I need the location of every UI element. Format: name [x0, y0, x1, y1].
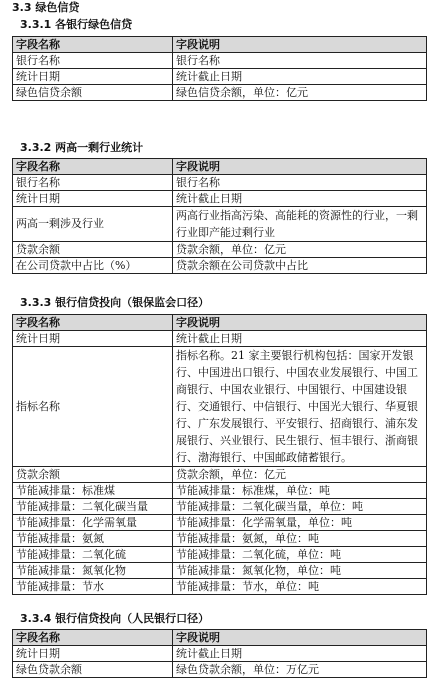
field-name-cell: 指标名称 [13, 347, 173, 467]
table-row [13, 646, 427, 662]
table-row [13, 531, 427, 547]
field-name-cell: 银行名称 [13, 175, 173, 191]
field-desc-cell: 节能减排量：化学需氧量，单位：吨 [173, 515, 427, 531]
header-cell: 字段名称 [13, 37, 173, 53]
subsection-title-3-3-4: 3.3.4 银行信贷投向（人民银行口径） [20, 612, 210, 625]
table-row [13, 207, 427, 242]
table-row [13, 515, 427, 531]
field-desc-cell: 统计截止日期 [173, 646, 427, 662]
field-name-cell: 贷款余额 [13, 242, 173, 258]
table-header-row [13, 159, 427, 175]
table-row [13, 242, 427, 258]
field-name-cell: 银行名称 [13, 53, 173, 69]
field-desc-cell: 贷款余额，单位：亿元 [173, 242, 427, 258]
field-name-cell: 节能减排量：二氧化碳当量 [13, 499, 173, 515]
field-desc-cell: 节能减排量：二氧化碳当量，单位：吨 [173, 499, 427, 515]
header-cell: 字段说明 [173, 37, 427, 53]
table-row [13, 563, 427, 579]
field-name-cell: 贷款余额 [13, 467, 173, 483]
field-desc-cell: 节能减排量：标准煤，单位：吨 [173, 483, 427, 499]
table-row [13, 331, 427, 347]
subsection-title-3-3-1: 3.3.1 各银行绿色信贷 [20, 18, 133, 31]
table-row [13, 579, 427, 595]
field-name-cell: 节能减排量：氮氧化物 [13, 563, 173, 579]
field-name-cell: 统计日期 [13, 331, 173, 347]
table-row [13, 85, 427, 101]
field-desc-cell: 贷款余额在公司贷款中占比 [173, 258, 427, 274]
table-row [13, 483, 427, 499]
field-desc-cell: 绿色信贷余额，单位：亿元 [173, 85, 427, 101]
field-name-cell: 绿色贷款余额 [13, 662, 173, 678]
subsection-title-3-3-2: 3.3.2 两高一剩行业统计 [20, 141, 144, 154]
table-row [13, 191, 427, 207]
field-table-3-3-2 [12, 158, 427, 274]
field-desc-cell: 贷款余额，单位：亿元 [173, 467, 427, 483]
table-header-row [13, 315, 427, 331]
table-row [13, 662, 427, 678]
field-table-3-3-1 [12, 36, 427, 101]
field-desc-cell: 统计截止日期 [173, 191, 427, 207]
subsection-title-3-3-3: 3.3.3 银行信贷投向（银保监会口径） [20, 296, 210, 309]
table-row [13, 499, 427, 515]
field-desc-cell: 银行名称 [173, 175, 427, 191]
field-desc-cell: 节能减排量：氨氮，单位：吨 [173, 531, 427, 547]
field-table-3-3-4 [12, 629, 427, 678]
table-header-row [13, 630, 427, 646]
header-cell: 字段说明 [173, 630, 427, 646]
field-desc-cell: 统计截止日期 [173, 331, 427, 347]
table-row [13, 467, 427, 483]
table-row [13, 258, 427, 274]
header-cell: 字段说明 [173, 159, 427, 175]
field-desc-cell: 指标名称。21 家主要银行机构包括：国家开发银行、中国进出口银行、中国农业发展银行、中国工商银行、中国农业银行、中国银行、中国建设银行、交通银行、中信银行、中国光大银行、华夏银行、广东发展银行、平安银行、招商银行、浦东发展银行、兴业银行、民生银行、恒丰银行、浙商银行、渤海银行、中国邮政储蓄银行。 [173, 347, 427, 467]
field-name-cell: 统计日期 [13, 191, 173, 207]
table-row [13, 69, 427, 85]
field-name-cell: 节能减排量：节水 [13, 579, 173, 595]
table-row [13, 175, 427, 191]
field-desc-cell: 两高行业指高污染、高能耗的资源性的行业，一剩行业即产能过剩行业 [173, 207, 427, 242]
field-name-cell: 节能减排量：二氧化硫 [13, 547, 173, 563]
field-table-3-3-3 [12, 314, 427, 595]
table-row [13, 347, 427, 467]
field-desc-cell: 统计截止日期 [173, 69, 427, 85]
header-cell: 字段说明 [173, 315, 427, 331]
header-cell: 字段名称 [13, 159, 173, 175]
field-desc-cell: 节能减排量：节水，单位：吨 [173, 579, 427, 595]
table-header-row [13, 37, 427, 53]
field-name-cell: 统计日期 [13, 69, 173, 85]
field-desc-cell: 绿色贷款余额，单位：万亿元 [173, 662, 427, 678]
table-row [13, 53, 427, 69]
field-desc-cell: 节能减排量：氮氧化物，单位：吨 [173, 563, 427, 579]
section-heading: 3.3 绿色信贷 [12, 1, 80, 14]
field-desc-cell: 银行名称 [173, 53, 427, 69]
field-name-cell: 绿色信贷余额 [13, 85, 173, 101]
header-cell: 字段名称 [13, 315, 173, 331]
field-name-cell: 节能减排量：标准煤 [13, 483, 173, 499]
field-name-cell: 统计日期 [13, 646, 173, 662]
field-name-cell: 在公司贷款中占比（%） [13, 258, 173, 274]
field-name-cell: 节能减排量：化学需氧量 [13, 515, 173, 531]
table-row [13, 547, 427, 563]
field-name-cell: 节能减排量：氨氮 [13, 531, 173, 547]
field-name-cell: 两高一剩涉及行业 [13, 207, 173, 242]
header-cell: 字段名称 [13, 630, 173, 646]
field-desc-cell: 节能减排量：二氧化硫，单位：吨 [173, 547, 427, 563]
